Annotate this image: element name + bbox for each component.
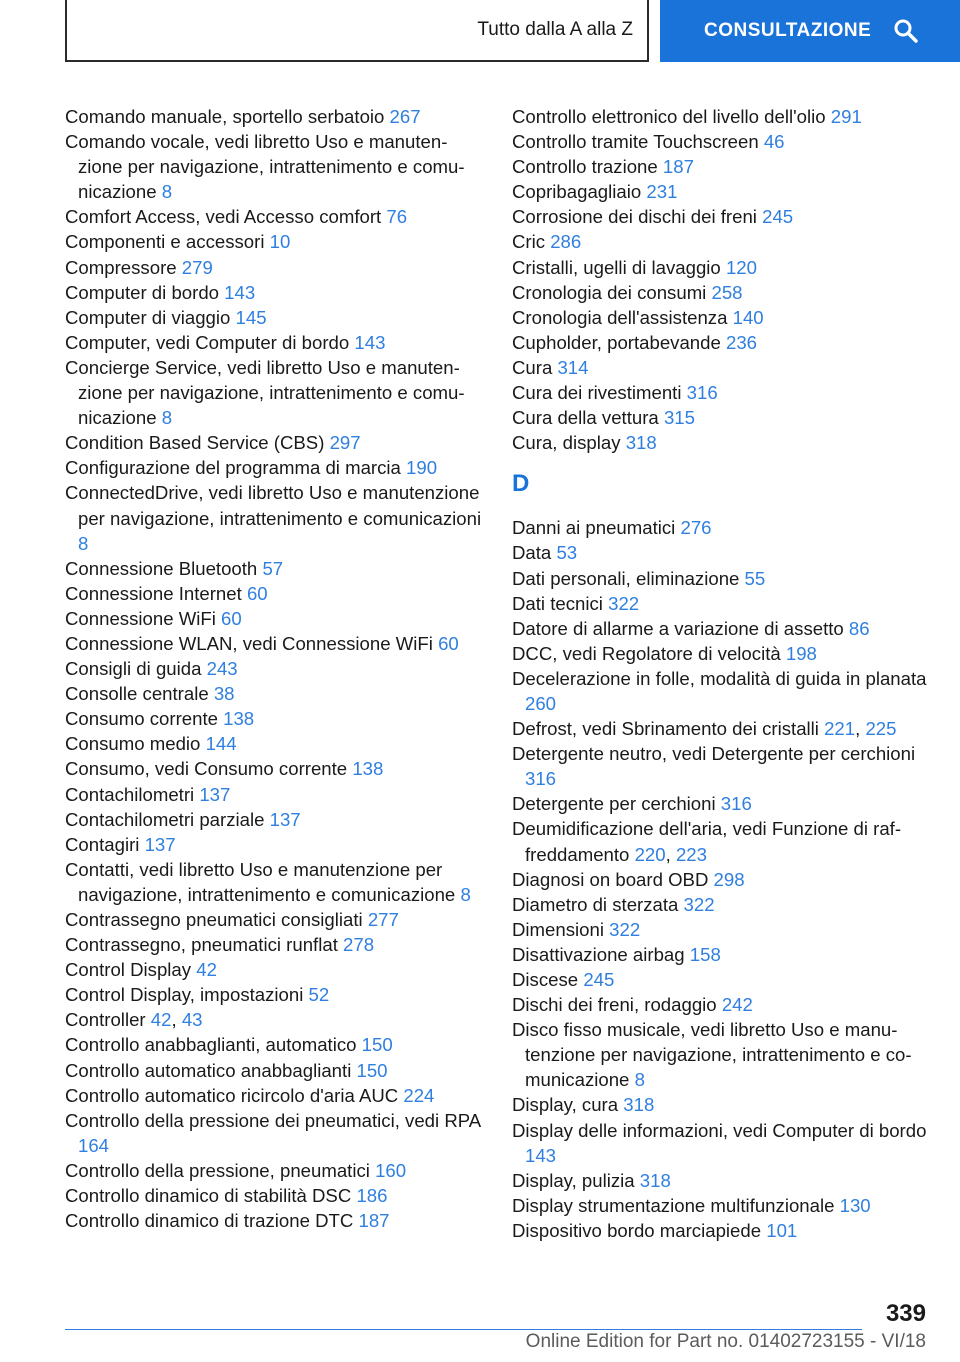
page-link[interactable]: 60 [221,607,242,629]
index-entry [512,917,932,942]
page-link[interactable]: 220 [634,843,666,865]
index-entry [65,280,485,305]
index-entry [512,616,932,641]
entry-text: Detergente neutro, vedi Detergente per cerchioni [512,743,916,765]
page-link[interactable]: 160 [375,1159,407,1181]
page-link[interactable]: 243 [206,658,238,680]
index-entry [512,1218,932,1243]
index-entry [512,741,932,791]
page-link[interactable]: 42 [150,1009,172,1031]
page-link[interactable]: 138 [352,758,384,780]
entry-text: Danni ai pneumatici [512,517,681,539]
page-link[interactable]: 318 [623,1094,655,1116]
entry-text: Controllo dinamico di trazione DTC [65,1210,359,1232]
page-link[interactable]: 297 [329,432,361,454]
entry-text: Comfort Access, vedi Accesso comfort [65,206,387,228]
page-link[interactable]: 245 [583,969,615,990]
page-link[interactable]: 190 [406,457,438,479]
index-entry [65,255,485,280]
entry-text: Comando manuale, sportello serbatoio [65,106,390,127]
magnifier-icon[interactable] [893,18,919,44]
page-link[interactable]: 322 [608,592,640,614]
entry-text: Display, pulizia [512,1169,640,1191]
index-entry [65,782,485,807]
page-link[interactable]: 8 [161,181,173,203]
page-link[interactable]: 57 [262,557,284,579]
index-entry [65,556,485,581]
page-link[interactable]: 278 [343,934,375,956]
page-link[interactable]: 150 [361,1034,393,1056]
index-entry [65,681,485,706]
page-link[interactable]: 60 [246,582,268,604]
index-entry [512,179,932,204]
index-entry [65,1032,485,1057]
entry-text: Dati tecnici [512,592,609,614]
index-entry [512,255,932,280]
section-header [65,0,649,62]
index-entry [512,566,932,591]
page-link[interactable]: 8 [460,883,471,905]
index-entry [512,791,932,816]
index-entry [65,480,485,555]
index-entry [65,1108,485,1158]
entry-text: Display delle informazioni, vedi Computer di bordo [512,1119,927,1141]
page-link[interactable]: 318 [625,432,657,454]
index-entry [65,606,485,631]
entry-text: Diagnosi on board OBD [512,868,714,890]
index-entry [65,731,485,756]
index-entry [65,1083,485,1108]
page-link[interactable]: 101 [766,1219,798,1241]
entry-text: Cric [512,231,551,253]
entry-text: Copribagagliaio [512,181,647,203]
index-entry [512,992,932,1017]
index-entry [512,967,932,992]
entry-text: Connessione WLAN, vedi Connessione WiFi [65,632,439,654]
entry-text: Controllo elettronico del livello dell'olio [512,106,831,127]
page-link[interactable]: 8 [161,407,173,429]
page-link[interactable]: 260 [525,692,557,714]
page-link[interactable]: 316 [525,768,557,790]
entry-text: Disattivazione airbag [512,943,690,965]
tab-label: CONSULTAZIONE [704,20,872,41]
page-link[interactable]: 279 [181,256,213,278]
index-entry [65,1183,485,1208]
index-entry [512,405,932,430]
index-entry [512,666,932,716]
index-entry [512,355,932,380]
entry-text: Datore di allarme a variazione di assetto [512,617,849,639]
entry-text: Computer di bordo [65,281,225,303]
index-entry [65,807,485,832]
entry-text: Controllo dinamico di stabilità DSC [65,1185,357,1207]
entry-text: Connessione WiFi [65,607,222,629]
page-link[interactable]: 245 [762,206,794,228]
index-entry [512,129,932,154]
index-entry [512,430,932,455]
entry-text: Configurazione del programma di marcia [65,457,407,479]
entry-text: Consolle centrale [65,683,214,705]
entry-text: Controllo automatico ricircolo d'aria AUC [65,1084,404,1106]
page-link[interactable]: 150 [356,1059,388,1081]
index-entry [65,982,485,1007]
page-link[interactable]: 76 [386,206,408,228]
entry-text: Display strumentazione multifunzionale [512,1194,840,1216]
entry-text: Detergente per cerchioni [512,793,721,815]
index-entry [512,305,932,330]
index-entry [65,631,485,656]
page-link[interactable]: 298 [713,868,745,890]
section-label: Tutto dalla A alla Z [477,19,633,40]
entry-text: Cura dei rivestimenti [512,382,687,404]
entry-text: Computer di viaggio [65,306,236,328]
index-entry [65,932,485,957]
entry-text: Contachilometri [65,783,200,805]
page-link[interactable]: 221 [824,718,856,740]
page-link[interactable]: 322 [683,893,715,915]
page-link[interactable]: 316 [720,793,752,815]
entry-text: Controllo tramite Touchscreen [512,131,764,153]
entry-text: Discese [512,969,584,990]
index-entry [65,832,485,857]
entry-text: Contrassegno, pneumatici runflat [65,934,344,956]
page-link[interactable]: 143 [354,331,386,353]
page-link[interactable]: 8 [78,532,89,554]
entry-text: Disco fisso musicale, vedi libretto Uso e manutenzione per navigazione, intrattenimento e comunicazione [512,1019,912,1091]
index-entry [65,305,485,330]
index-entry [65,204,485,229]
index-entry [512,540,932,565]
entry-text: Control Display [65,959,197,981]
index-entry [65,756,485,781]
page-link[interactable]: 143 [224,281,256,303]
entry-text: Controllo anabbaglianti, automatico [65,1034,362,1056]
index-entry [512,330,932,355]
index-entry [512,641,932,666]
page-link[interactable]: 187 [662,156,694,178]
index-entry [512,204,932,229]
page-number: 339 [885,1300,926,1327]
index-entry [512,280,932,305]
page-link[interactable]: 187 [358,1210,390,1232]
index-entry [65,330,485,355]
page-link[interactable]: 137 [199,783,231,805]
entry-text: Defrost, vedi Sbrinamento dei cristalli [512,718,825,740]
page-link[interactable]: 291 [830,106,862,127]
entry-text: Cura [512,356,558,378]
entry-text: Connessione Internet [65,582,247,604]
entry-text: Controllo automatico anabbaglianti [65,1059,357,1081]
entry-text: Consumo corrente [65,708,224,730]
page-link[interactable]: 242 [721,994,753,1016]
index-group-c [512,104,932,455]
page-link[interactable]: 130 [839,1194,871,1216]
index-entry [65,1208,485,1233]
entry-text: Controller [65,1009,151,1031]
page-link[interactable]: 267 [389,106,421,127]
page-link[interactable]: 53 [556,542,578,564]
entry-text: Comando vocale, vedi libretto Uso e manutenzione per navigazione, intrattenimento e comunicazione [65,131,465,203]
entry-text: Dischi dei freni, rodaggio [512,994,722,1016]
page-link[interactable]: 8 [634,1069,645,1091]
index-column-left [65,104,485,1233]
entry-text: DCC, vedi Regolatore di velocità [512,642,786,664]
index-entry [512,1017,932,1092]
page-link[interactable]: 223 [675,843,707,865]
page-link[interactable]: 315 [663,407,695,429]
page-link[interactable]: 137 [269,808,301,830]
page-link[interactable]: 38 [213,683,235,705]
index-entry [512,229,932,254]
index-group-d [512,515,932,1243]
page-link[interactable]: 236 [726,331,758,353]
entry-text: Display, cura [512,1094,624,1116]
page-link[interactable]: 46 [763,131,785,153]
index-entry [512,867,932,892]
entry-text: Controllo della pressione, pneumatici [65,1159,376,1181]
page-link[interactable]: 86 [848,617,870,639]
entry-text: Concierge Service, vedi libretto Uso e manutenzione per navigazione, intrattenimento e comunicazione [65,356,465,429]
entry-text: Cronologia dell'assistenza [512,306,733,328]
index-entry [65,430,485,455]
entry-text: Corrosione dei dischi dei freni [512,206,763,228]
page-link[interactable]: 277 [367,909,399,930]
index-entry [512,892,932,917]
page-link[interactable]: 158 [689,943,721,965]
footer-divider [65,1329,862,1330]
entry-text: Contagiri [65,833,145,855]
index-entry [65,907,485,932]
entry-text: Data [512,542,557,564]
page-link[interactable]: 145 [235,306,267,328]
page-link[interactable]: 43 [181,1009,203,1031]
page-link[interactable]: 140 [732,306,764,328]
index-entry [512,1118,932,1168]
page-link[interactable]: 318 [639,1169,671,1191]
index-entry [65,104,485,129]
index-entry: Deumidificazione dell'aria, vedi Funzione di raffreddamento 220, 223 [512,818,902,865]
entry-text: Control Display, impostazioni [65,984,309,1006]
index-entry [512,942,932,967]
page-link[interactable]: 198 [785,642,817,664]
page-link[interactable]: 144 [205,733,237,755]
entry-text: Cura, display [512,432,626,454]
index-entry [512,1193,932,1218]
page-link[interactable]: 164 [78,1134,110,1156]
entry-text: Controllo della pressione dei pneumatici, vedi RPA [65,1109,481,1131]
page-link[interactable]: 225 [865,718,897,740]
index-entry [65,706,485,731]
entry-text: Dispositivo bordo marciapiede [512,1219,767,1241]
page-link[interactable]: 322 [609,918,641,940]
footer-edition: Online Edition for Part no. 01402723155 - VI/18 [525,1331,926,1352]
entry-text: Contrassegno pneumatici consigliati [65,909,368,930]
index-entry [512,591,932,616]
page-link[interactable]: 316 [686,382,718,404]
entry-text: Dati personali, eliminazione [512,567,745,589]
page-link[interactable]: 138 [223,708,255,730]
entry-text: Cupholder, portabevande [512,331,726,353]
entry-text: Cristalli, ugelli di lavaggio [512,256,726,278]
index-entry [512,1092,932,1117]
entry-text: Dimensioni [512,918,610,940]
index-entry [65,129,485,204]
index-entry [512,104,932,129]
page-link[interactable]: 224 [403,1084,435,1106]
index-entry [512,154,932,179]
index-entry [65,857,485,907]
index-entry: Controller 42, 43 [65,1009,203,1031]
index-entry [512,1168,932,1193]
page-link[interactable]: 137 [144,833,176,855]
entry-text: Contatti, vedi libretto Uso e manutenzione per navigazione, intrattenimento e comunicazione [65,858,461,905]
index-column-right [512,104,932,1243]
entry-text: Contachilometri parziale [65,808,270,830]
entry-text: Connessione Bluetooth [65,557,263,579]
index-entry [65,1158,485,1183]
entry-text: Deumidificazione dell'aria, vedi Funzione di raffreddamento [512,818,902,865]
entry-text: Decelerazione in folle, modalità di guida in planata [512,667,927,689]
section-letter: D [512,470,530,498]
entry-text: Controllo trazione [512,156,663,178]
entry-text: Consumo medio [65,733,206,755]
index-entry [65,581,485,606]
page-link[interactable]: 42 [196,959,217,981]
page-link[interactable]: 186 [356,1185,388,1207]
index-entry [512,515,932,540]
consultazione-tab[interactable] [660,0,960,62]
page-link[interactable]: 258 [711,281,743,303]
index-entry [65,957,485,982]
index-entry [65,1058,485,1083]
entry-text: Componenti e accessori [65,231,270,253]
page-link[interactable]: 120 [725,256,757,278]
entry-text: Compressore [65,256,182,278]
page-link[interactable]: 55 [744,567,766,589]
entry-text: Condition Based Service (CBS) [65,432,330,454]
page-link[interactable]: 143 [525,1144,557,1166]
index-entry [65,355,485,430]
page-link[interactable]: 60 [438,632,459,654]
page-link[interactable]: 286 [550,231,582,253]
page-link[interactable]: 10 [269,231,291,253]
entry-text: ConnectedDrive, vedi libretto Uso e manutenzione per navigazione, intrattenimento e comunicazioni [65,482,482,529]
entry-text: Consigli di guida [65,658,207,680]
index-entry [65,229,485,254]
index-entry [65,656,485,681]
index-entry [512,380,932,405]
entry-text: Cura della vettura [512,407,664,429]
page-link[interactable]: 52 [308,984,330,1006]
entry-text: Diametro di sterzata [512,893,684,915]
entry-text: Cronologia dei consumi [512,281,712,303]
page-link[interactable]: 314 [557,356,589,378]
index-entry [65,455,485,480]
entry-text: Consumo, vedi Consumo corrente [65,758,353,780]
page-link[interactable]: 276 [680,517,712,539]
index-entry: Defrost, vedi Sbrinamento dei cristalli 221, 225 [512,718,897,740]
entry-text: Computer, vedi Computer di bordo [65,331,355,353]
page-link[interactable]: 231 [646,181,678,203]
